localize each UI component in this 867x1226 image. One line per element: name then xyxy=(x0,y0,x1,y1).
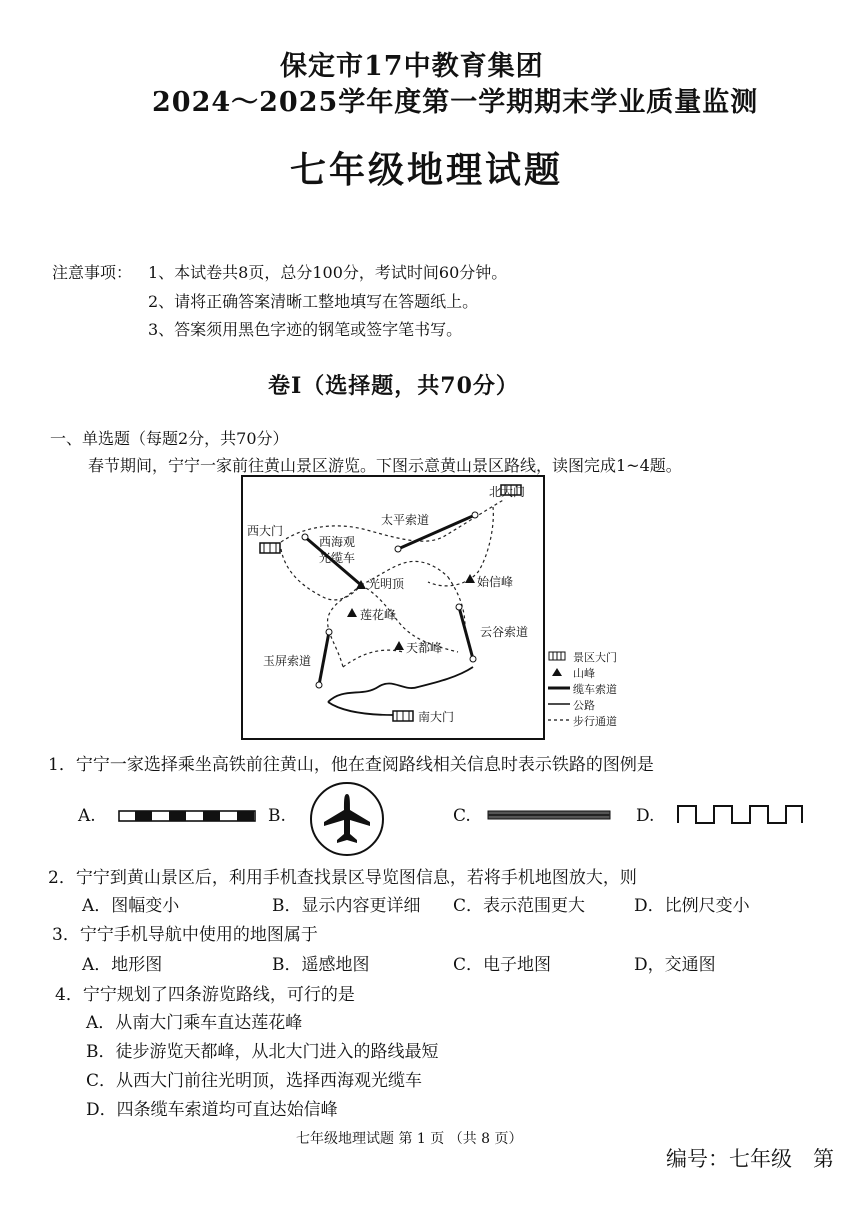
map-label-south-gate: 南大门 xyxy=(418,710,455,724)
question-3-stem: 3．宁宁手机导航中使用的地图属于 xyxy=(52,925,318,945)
q4-option-d: D．四条缆车索道均可直达始信峰 xyxy=(86,1100,338,1120)
cable-car-symbol-icon xyxy=(487,809,611,821)
q4-option-b: B．徒步游览天都峰，从北大门进入的路线最短 xyxy=(86,1042,439,1062)
legend-road: 公路 xyxy=(548,698,617,714)
school-name: 保定市17中教育集团 xyxy=(280,51,544,82)
legend-peak: 山峰 xyxy=(548,666,617,682)
legend-cable: 缆车索道 xyxy=(548,682,617,698)
legend-gate: 景区大门 xyxy=(548,650,617,666)
map-label-yungu: 云谷索道 xyxy=(480,625,529,639)
map-label-yuping: 玉屏索道 xyxy=(263,654,312,668)
airport-symbol-icon xyxy=(308,780,386,858)
q2-option-a: A．图幅变小 xyxy=(82,896,180,916)
q3-option-a: A．地形图 xyxy=(82,955,163,975)
road-line-icon xyxy=(548,698,570,714)
south-gate-icon xyxy=(393,711,413,721)
q3-option-c: C．电子地图 xyxy=(453,955,552,975)
q4-option-a: A．从南大门乘车直达莲花峰 xyxy=(86,1013,303,1033)
map-legend xyxy=(548,650,617,730)
q3-option-b: B．遥感地图 xyxy=(272,955,370,975)
document-code: 编号：七年级 第 xyxy=(666,1147,834,1171)
page-footer: 七年级地理试题 第 1 页 （共 8 页） xyxy=(296,1131,523,1147)
note-item-3: 3、答案须用黑色字迹的钢笔或签字笔书写。 xyxy=(148,320,463,339)
map-label-xihai-1: 西海观 xyxy=(319,535,356,549)
note-item-2: 2、请将正确答案清晰工整地填写在答题纸上。 xyxy=(148,292,479,311)
q2-option-c: C．表示范围更大 xyxy=(453,896,586,916)
map-label-west-gate: 西大门 xyxy=(247,524,284,538)
question-4-stem: 4．宁宁规划了四条游览路线，可行的是 xyxy=(55,985,355,1005)
lianhua-peak-icon xyxy=(347,608,357,617)
q1-option-c-label: C. xyxy=(453,806,471,826)
huangshan-route-map xyxy=(241,475,545,740)
q1-option-d-label: D. xyxy=(636,806,655,826)
exam-title: 2024～2025学年度第一学期期末学业质量监测 xyxy=(152,87,759,118)
boundary-symbol-icon xyxy=(676,803,804,825)
west-gate-icon xyxy=(260,543,280,553)
gate-icon xyxy=(548,650,570,666)
q1-option-a-label: A. xyxy=(78,806,96,826)
question-2-stem: 2．宁宁到黄山景区后，利用手机查找景区导览图信息，若将手机地图放大，则 xyxy=(48,868,637,888)
q3-option-d: D，交通图 xyxy=(634,955,716,975)
map-label-taiping: 太平索道 xyxy=(381,513,430,527)
cable-line-icon xyxy=(548,682,570,698)
question-intro: 春节期间，宁宁一家前往黄山景区游览。下图示意黄山景区路线，读图完成1~4题。 xyxy=(88,456,682,475)
question-1-stem: 1．宁宁一家选择乘坐高铁前往黄山，他在查阅路线相关信息时表示铁路的图例是 xyxy=(48,755,654,775)
subject-title: 七年级地理试题 xyxy=(290,149,564,191)
tiandu-peak-icon xyxy=(394,641,404,650)
q2-option-b: B．显示内容更详细 xyxy=(272,896,421,916)
shixin-peak-icon xyxy=(465,574,475,583)
trail-line-icon xyxy=(548,714,570,730)
legend-trail: 步行通道 xyxy=(548,714,617,730)
map-label-xihai-2: 光缆车 xyxy=(319,551,356,565)
map-label-guangming: 光明顶 xyxy=(368,577,405,591)
notes-label: 注意事项： xyxy=(52,263,133,282)
yungu-cable-line xyxy=(459,607,473,659)
railway-symbol-icon xyxy=(118,808,258,824)
map-label-shixin: 始信峰 xyxy=(477,575,514,589)
map-label-lianhua: 莲花峰 xyxy=(360,608,397,622)
note-item-1: 1、本试卷共8页，总分100分，考试时间60分钟。 xyxy=(148,263,508,282)
section-title: 卷Ⅰ（选择题，共70分） xyxy=(268,373,519,399)
map-label-north-gate: 北大门 xyxy=(489,485,526,499)
q4-option-c: C．从西大门前往光明顶，选择西海观光缆车 xyxy=(86,1071,423,1091)
yuping-cable-line xyxy=(319,632,329,685)
q2-option-d: D．比例尺变小 xyxy=(634,896,750,916)
q1-option-b-label: B. xyxy=(268,806,286,826)
part-heading: 一、单选题（每题2分，共70分） xyxy=(50,429,289,448)
map-label-tiandu: 天都峰 xyxy=(406,641,443,655)
peak-icon xyxy=(548,666,570,682)
